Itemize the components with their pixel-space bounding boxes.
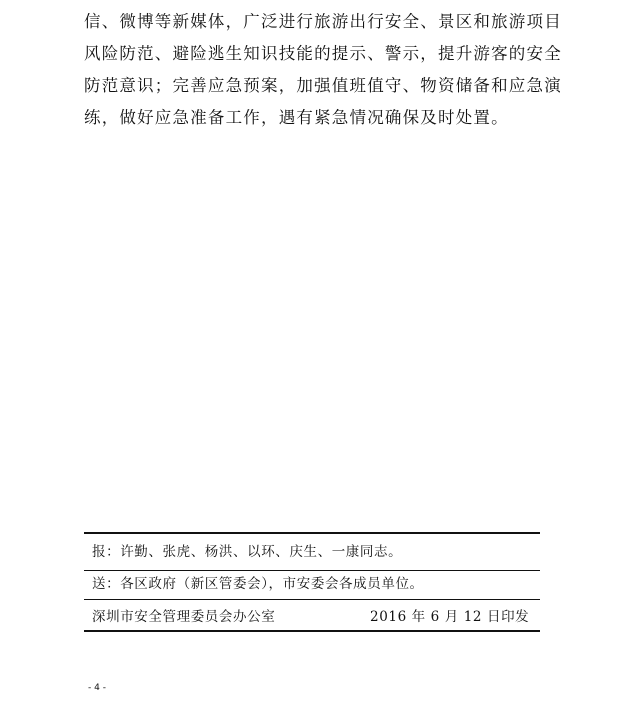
footer-divider — [84, 570, 540, 571]
body-text-line: 风险防范、避险逃生知识技能的提示、警示，提升游客的安全 — [84, 44, 562, 63]
page-number: - 4 - — [88, 683, 106, 693]
report-to-line: 报：许勤、张虎、杨洪、以环、庆生、一康同志。 — [92, 544, 403, 560]
footer-divider — [84, 599, 540, 600]
body-paragraph — [84, 6, 562, 134]
footer-top-rule — [84, 532, 540, 534]
body-text-line: 练，做好应急准备工作，遇有紧急情况确保及时处置。 — [84, 108, 509, 127]
body-text-line: 信、微博等新媒体，广泛进行旅游出行安全、景区和旅游项目 — [84, 12, 562, 31]
issue-date: 2016 年 6 月 12 日印发 — [370, 609, 530, 625]
body-text-line: 防范意识；完善应急预案，加强值班值守、物资储备和应急演 — [84, 76, 562, 95]
footer-bottom-rule — [84, 630, 540, 632]
send-to-line: 送：各区政府（新区管委会），市安委会各成员单位。 — [92, 576, 424, 592]
issuing-office: 深圳市安全管理委员会办公室 — [92, 609, 276, 625]
